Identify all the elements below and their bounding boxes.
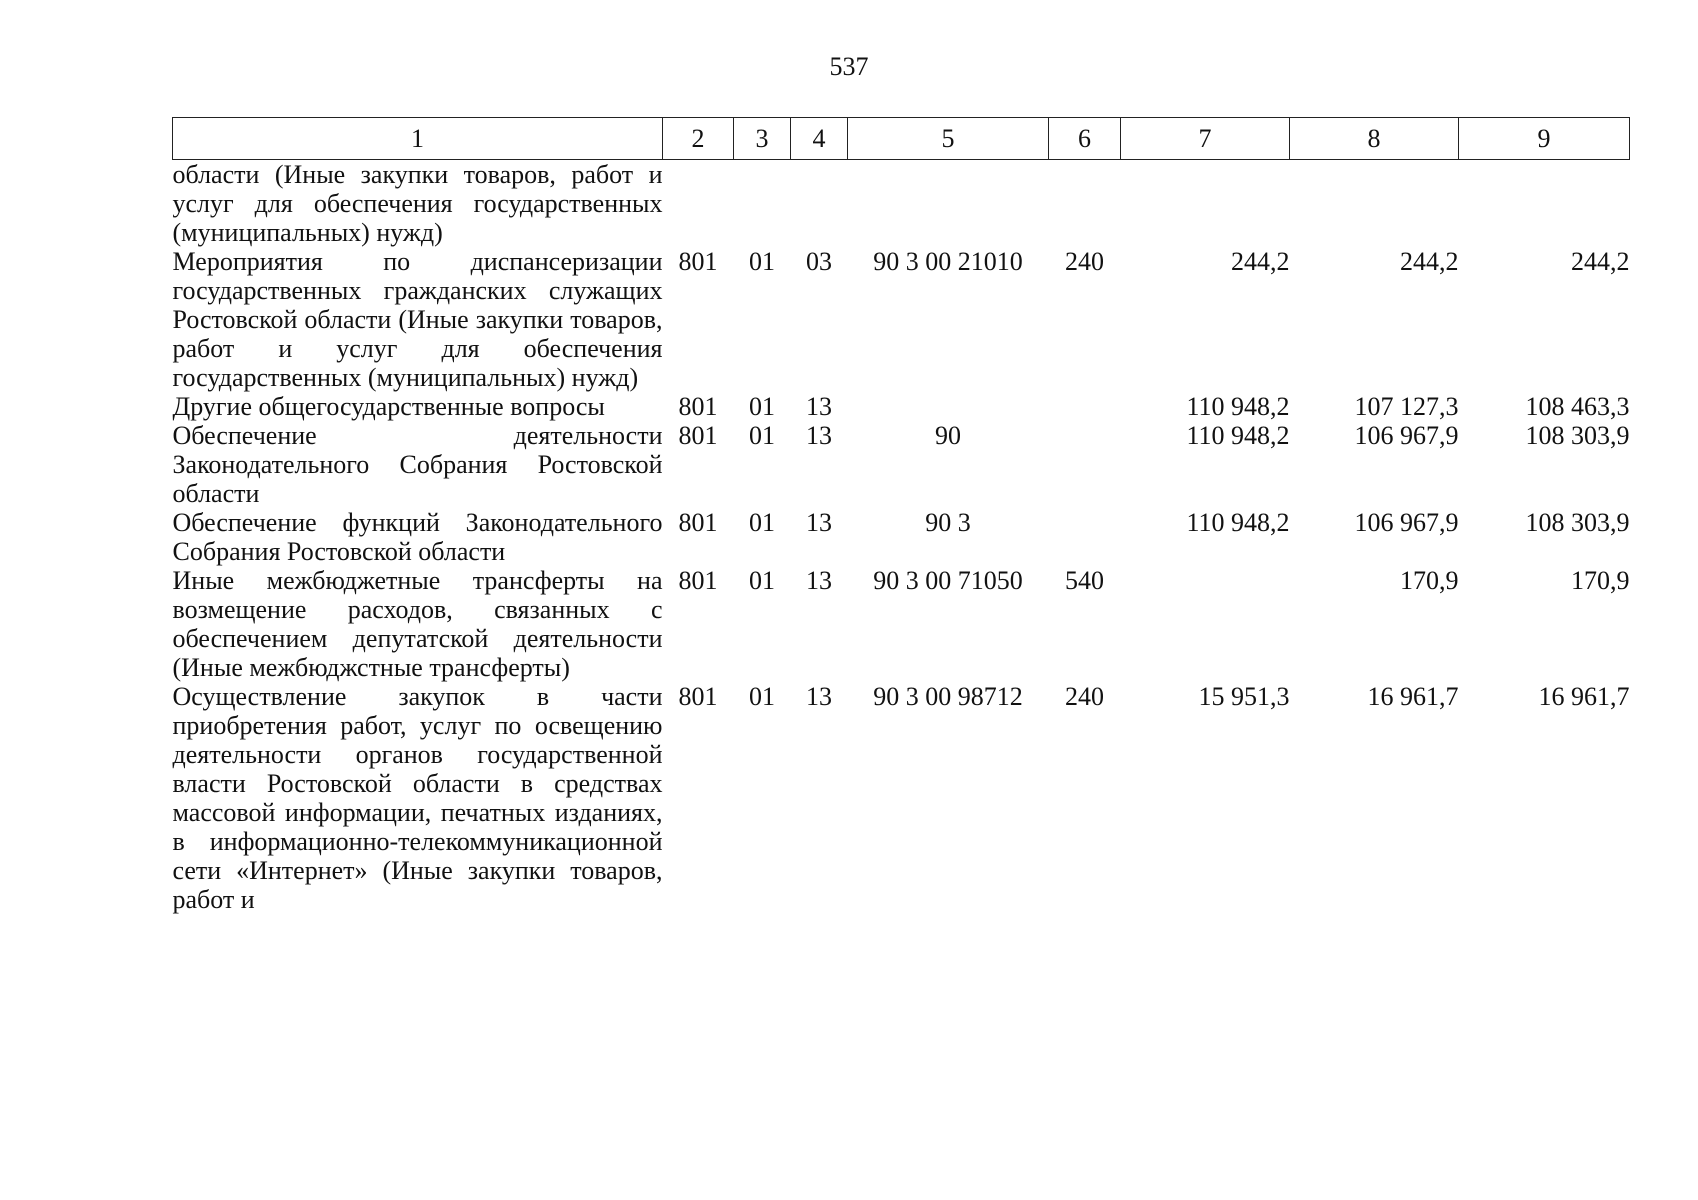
page-number: 537 [829,52,869,81]
table-row [173,421,1630,508]
row-col-6: 540 [1065,566,1104,595]
row-col-6 [1049,508,1121,566]
row-col-9: 16 961,7 [1538,682,1630,711]
row-col-5: 90 3 00 21010 [873,247,1023,276]
table-row [173,508,1630,566]
row-name: Обеспечение деятельности Законодательного Собрания Ростовской области [172,421,663,508]
row-col-5: 90 3 00 98712 [873,682,1023,711]
row-col-4: 13 [806,392,832,421]
column-header: 6 [1049,118,1121,160]
row-name: Другие общегосударственные вопросы [172,392,605,421]
row-col-3 [734,160,791,248]
row-name: Обеспечение функций Законодательного Собрания Ростовской области [172,508,663,566]
row-col-9 [1459,160,1630,248]
table-header [173,118,1630,160]
column-header: 2 [663,118,734,160]
row-col-3: 01 [749,508,775,537]
row-col-6 [1049,392,1121,421]
column-header: 4 [791,118,848,160]
row-col-8: 16 961,7 [1367,682,1459,711]
row-col-7 [1121,566,1290,682]
row-col-5: 90 [935,421,961,450]
row-col-8: 107 127,3 [1354,392,1459,421]
row-col-3: 01 [749,421,775,450]
row-col-2: 801 [678,682,718,711]
row-col-7: 110 948,2 [1186,508,1290,537]
row-name: Осуществление закупок в части приобретения работ, услуг по освещению деятельности органов государственной власти Ростовской области в средствах массовой информации, печатных изданиях, в информационно-телекоммуникационной сети «Интернет» (Иные закупки товаров, работ и [172,682,663,914]
table-body [173,160,1630,915]
row-col-4: 03 [806,247,832,276]
row-col-4: 13 [806,566,832,595]
column-header: 9 [1459,118,1630,160]
row-col-5 [848,160,1049,248]
table-row [173,392,1630,421]
row-col-8: 106 967,9 [1354,508,1459,537]
column-header: 5 [848,118,1049,160]
row-col-4: 13 [806,682,832,711]
column-header: 7 [1121,118,1290,160]
column-header: 8 [1290,118,1459,160]
row-col-9: 108 463,3 [1525,392,1630,421]
row-col-7: 110 948,2 [1186,421,1290,450]
row-col-9: 244,2 [1571,247,1630,276]
row-col-5 [848,392,1049,421]
table-row [173,682,1630,914]
row-col-5: 90 3 00 71050 [873,566,1023,595]
row-col-4 [791,160,848,248]
table-row [173,566,1630,682]
row-col-3: 01 [749,392,775,421]
row-col-2: 801 [678,421,718,450]
row-col-9: 170,9 [1571,566,1630,595]
budget-table [172,117,1630,914]
column-header: 1 [173,118,663,160]
row-col-2: 801 [678,392,718,421]
row-col-8: 106 967,9 [1354,421,1459,450]
row-col-2: 801 [678,508,718,537]
table-row [173,247,1630,392]
row-col-7: 110 948,2 [1186,392,1290,421]
row-col-8: 170,9 [1400,566,1459,595]
row-col-3: 01 [749,682,775,711]
row-col-8: 244,2 [1400,247,1459,276]
row-col-7: 244,2 [1231,247,1290,276]
row-col-8 [1290,160,1459,248]
row-col-9: 108 303,9 [1525,421,1630,450]
row-name: Мероприятия по диспансеризации государственных гражданских служащих Ростовской области (Иные закупки товаров, работ и услуг для обеспечения государственных (муниципальных) нужд) [172,247,663,392]
row-col-9: 108 303,9 [1525,508,1630,537]
row-col-2 [663,160,734,248]
row-col-7: 15 951,3 [1198,682,1290,711]
row-col-4: 13 [806,421,832,450]
header-row [173,118,1630,160]
row-col-6: 240 [1065,247,1104,276]
row-name: Иные межбюджетные трансферты на возмещение расходов, связанных с обеспечением депутатской деятельности (Иные межбюджстные трансферты) [172,566,663,682]
row-col-5: 90 3 [925,508,971,537]
row-name: области (Иные закупки товаров, работ и услуг для обеспечения государственных (муниципальных) нужд) [172,160,663,247]
row-col-6: 240 [1065,682,1104,711]
row-col-2: 801 [678,566,718,595]
table-row [173,160,1630,248]
row-col-6 [1049,421,1121,508]
row-col-3: 01 [749,247,775,276]
column-header: 3 [734,118,791,160]
row-col-2: 801 [678,247,718,276]
row-col-7 [1121,160,1290,248]
row-col-6 [1049,160,1121,248]
row-col-4: 13 [806,508,832,537]
row-col-3: 01 [749,566,775,595]
